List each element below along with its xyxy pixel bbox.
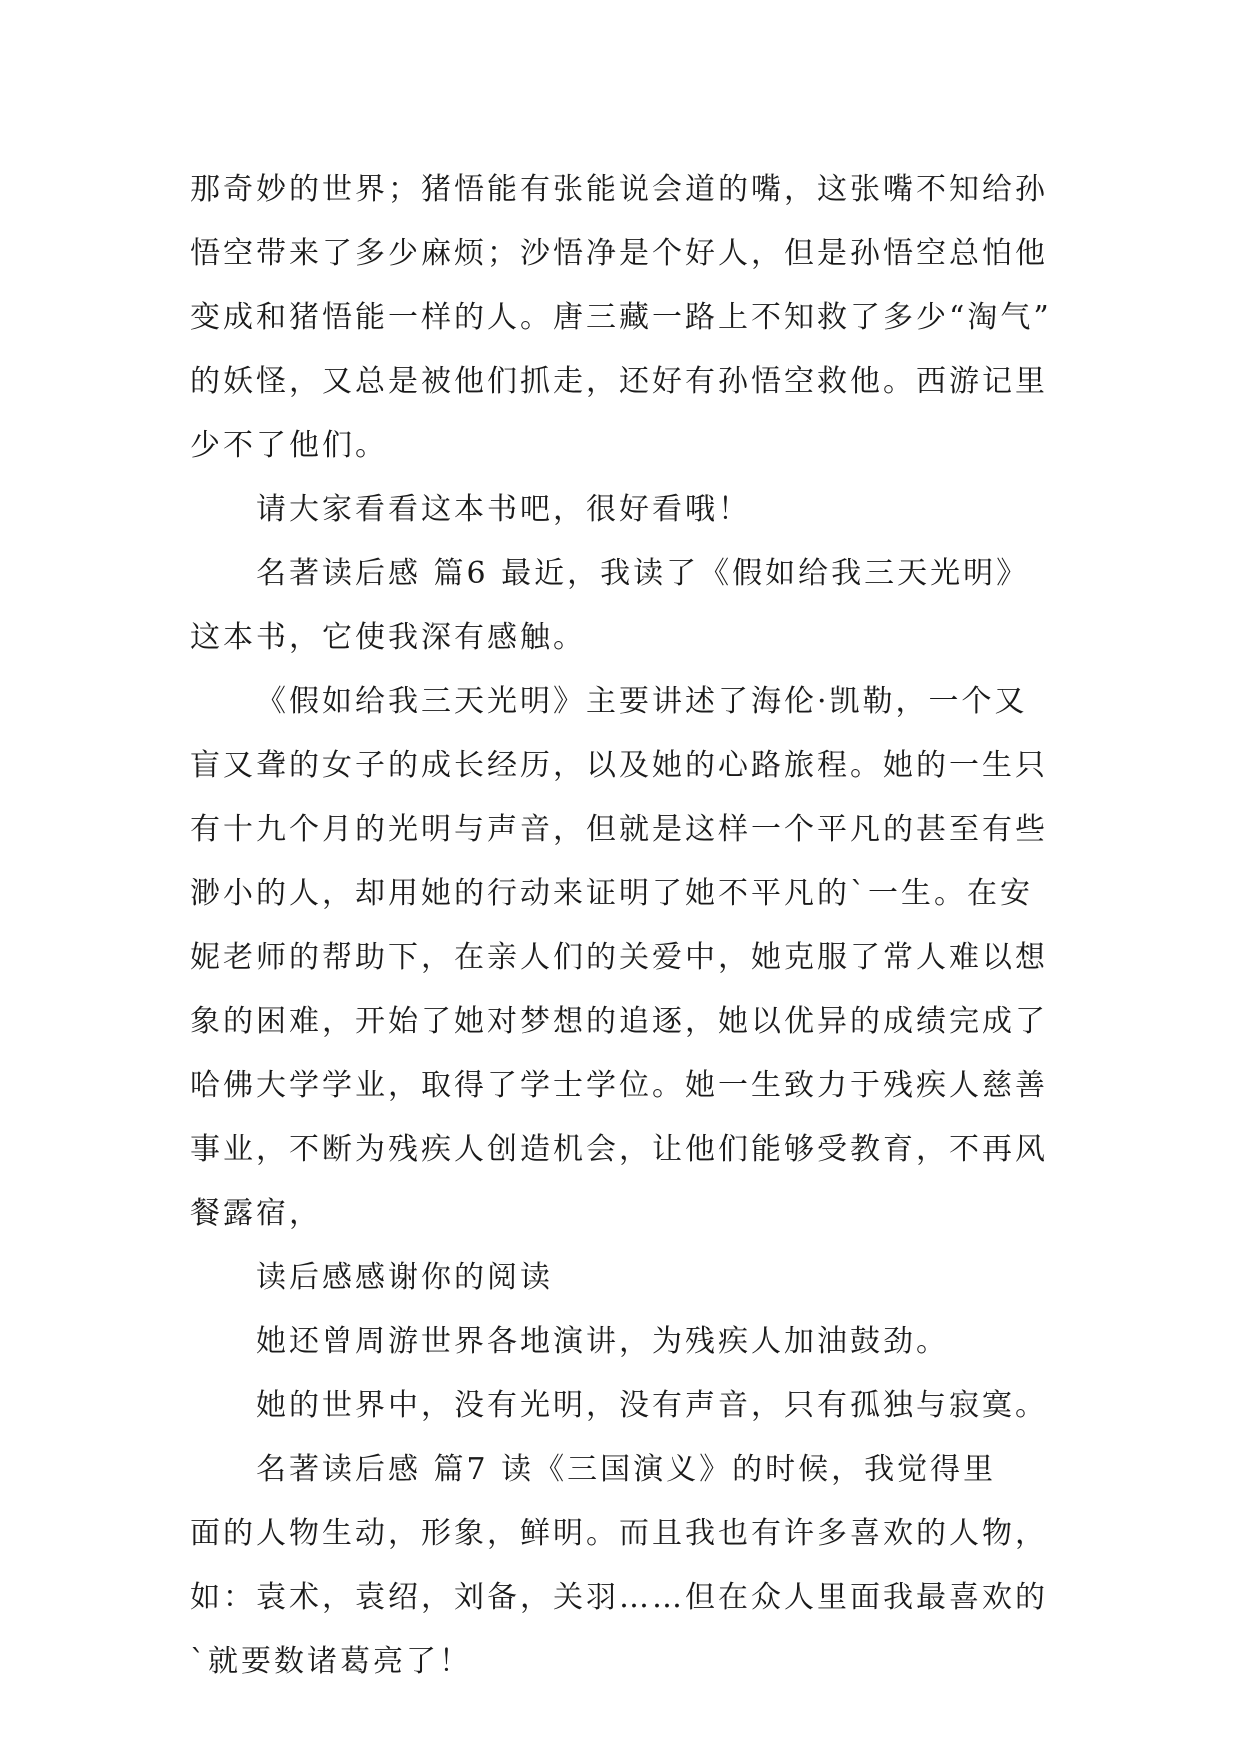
text-line: 餐露宿， [190,1196,322,1231]
text-line: 少不了他们。 [190,428,388,463]
text-line: 悟空带来了多少麻烦；沙悟净是个好人，但是孙悟空总怕他 [190,236,1048,271]
text-line: 《假如给我三天光明》主要讲述了海伦·凯勒，一个又 [256,684,1028,719]
text-line: 她还曾周游世界各地演讲，为残疾人加油鼓劲。 [256,1324,949,1359]
text-line: 这本书，它使我深有感触。 [190,620,586,655]
text-line: 那奇妙的世界；猪悟能有张能说会道的嘴，这张嘴不知给孙 [190,172,1048,207]
text-line: 变成和猪悟能一样的人。唐三藏一路上不知救了多少“淘气” [190,300,1052,335]
text-line: 读后感感谢你的阅读 [256,1260,553,1295]
text-line: 的妖怪，又总是被他们抓走，还好有孙悟空救他。西游记里 [190,364,1048,399]
text-line: 象的困难，开始了她对梦想的追逐，她以优异的成绩完成了 [190,1004,1048,1039]
text-line: 盲又聋的女子的成长经历，以及她的心路旅程。她的一生只 [190,748,1048,783]
essay-body [190,158,1060,1694]
text-line: 名著读后感 篇7 读《三国演义》的时候，我觉得里 [256,1452,997,1487]
text-line: 妮老师的帮助下，在亲人们的关爱中，她克服了常人难以想 [190,940,1048,975]
text-line: 渺小的人，却用她的行动来证明了她不平凡的`一生。在安 [190,876,1033,911]
text-line: `就要数诸葛亮了！ [190,1644,472,1679]
text-line: 请大家看看这本书吧，很好看哦！ [256,492,751,527]
text-line: 有十九个月的光明与声音，但就是这样一个平凡的甚至有些 [190,812,1048,847]
text-line: 如：袁术，袁绍，刘备，关羽……但在众人里面我最喜欢的 [190,1580,1048,1615]
text-line: 事业，不断为残疾人创造机会，让他们能够受教育，不再风 [190,1132,1048,1167]
text-line: 她的世界中，没有光明，没有声音，只有孤独与寂寞。 [256,1388,1048,1423]
text-line: 名著读后感 篇6 最近，我读了《假如给我三天光明》 [256,556,1030,591]
text-line: 面的人物生动，形象，鲜明。而且我也有许多喜欢的人物， [190,1516,1048,1551]
text-line: 哈佛大学学业，取得了学士学位。她一生致力于残疾人慈善 [190,1068,1048,1103]
